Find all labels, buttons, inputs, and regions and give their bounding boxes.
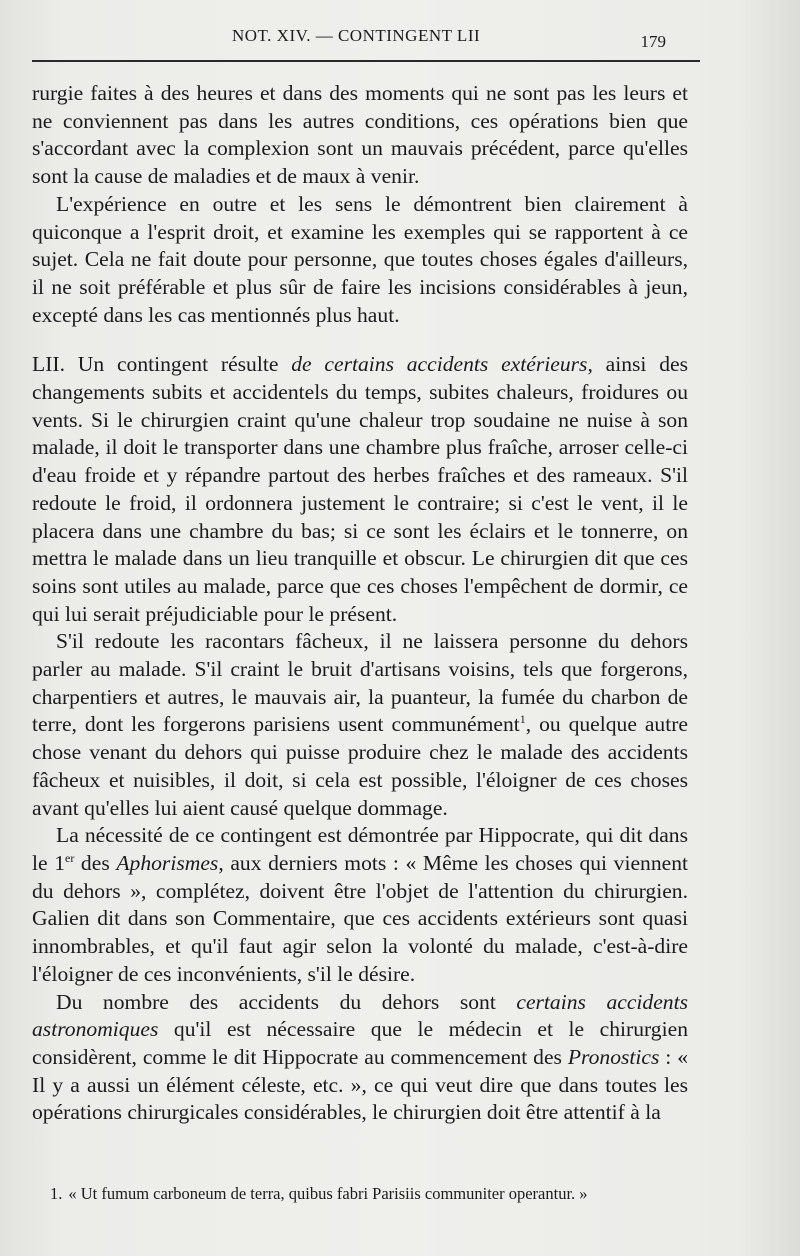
paragraph bbox=[32, 822, 688, 988]
text-run: Du nombre des accidents du dehors sont bbox=[56, 989, 517, 1014]
text-run: : « Il y a aussi un élément céleste, etc. », ce qui veut dire que dans toutes les opérations chirurgicales considérables, le chirurgien doit être attentif à la bbox=[32, 1044, 688, 1125]
italic-text: certains accidents astronomiques bbox=[32, 989, 689, 1042]
paragraph-continuation bbox=[32, 80, 688, 191]
text-run: qu'il est nécessaire que le médecin et le chirurgien considèrent, comme le dit Hippocrate au commencement des bbox=[32, 1017, 688, 1069]
text-run: La nécessité de ce contingent est démontrée par Hippocrate, qui dit dans le 1 bbox=[32, 823, 688, 875]
paragraph bbox=[32, 989, 688, 1128]
text-run: L'expérience en outre et les sens le démontrent bien clairement à quiconque a l'esprit droit, et examine les exemples qui se rapportent à ce sujet. Cela ne fait doute pour personne, que toutes choses égales d'ailleurs, il ne soit préférable et plus sûr de faire les incisions considérables à jeun, excepté dans les cas mentionnés plus haut. bbox=[32, 191, 688, 327]
footnote-mark: 1. bbox=[50, 1184, 63, 1203]
superscript: er bbox=[65, 850, 75, 865]
running-head: NOT. XIV. — CONTINGENT LII bbox=[232, 26, 481, 45]
section-lii-paragraph bbox=[32, 351, 688, 628]
paragraph bbox=[32, 191, 688, 330]
italic-text: Aphorismes bbox=[116, 850, 219, 875]
body-text bbox=[32, 80, 688, 1127]
page-header bbox=[32, 20, 700, 62]
footnote bbox=[50, 1183, 700, 1205]
superscript: 1 bbox=[519, 712, 526, 727]
text-run: , ainsi des changements subits et accidentels du temps, subites chaleurs, froidures ou vents. Si le chirurgien craint qu'une chaleur trop soudaine ne nuise à son malade, il doit le transporter dans une chambre plus fraîche, arroser celle-ci d'eau froide et y répandre partout des herbes fraîches et des rameaux. S'il redoute le froid, il ordonnera justement le contraire; si c'est le vent, il le placera dans une chambre du bas; si ce sont les éclairs et le tonnerre, on mettra le malade dans un lieu tranquille et obscur. Le chirurgien dit que ces soins sont utiles au malade, parce que ces choses l'empêchent de dormir, ce qui lui serait préjudiciable pour le présent. bbox=[32, 352, 688, 626]
text-run: des bbox=[74, 850, 117, 875]
text-run: LII. Un contingent résulte bbox=[32, 352, 292, 377]
text-run: rurgie faites à des heures et dans des moments qui ne sont pas les leurs et ne conviennent pas dans les autres conditions, ces opérations bien que s'accordant avec la complexion sont un mauvais précédent, parce qu'elles sont la cause de maladies et de maux à venir. bbox=[32, 81, 688, 189]
italic-text: Pronostics bbox=[567, 1044, 660, 1069]
text-run: S'il redoute les racontars fâcheux, il ne laissera personne du dehors parler au malade. S'il craint le bruit d'artisans voisins, tels que forgerons, charpentiers et autres, le mauvais air, la puanteur, la fumée du charbon de terre, dont les forgerons parisiens usent communément bbox=[32, 629, 688, 737]
page-number: 179 bbox=[640, 32, 666, 51]
footnote-text: « Ut fumum carboneum de terra, quibus fabri Parisiis communiter operantur. » bbox=[68, 1184, 588, 1203]
paragraph bbox=[32, 628, 688, 822]
text-run: , aux derniers mots : « Même les choses qui viennent du dehors », complétez, doivent être l'objet de l'attention du chirurgien. Galien dit dans son Commentaire, que ces accidents extérieurs sont quasi innombrables, et qu'il faut agir selon la volonté du malade, c'est-à-dire l'éloigner de ces inconvénients, s'il le désire. bbox=[32, 850, 689, 986]
text-run: , ou quelque autre chose venant du dehors qui puisse produire chez le malade des accidents fâcheux et nuisibles, il doit, si cela est possible, l'éloigner de ces choses avant qu'elles lui aient causé quelque dommage. bbox=[32, 712, 688, 820]
italic-text: de certains accidents extérieurs bbox=[291, 352, 588, 377]
